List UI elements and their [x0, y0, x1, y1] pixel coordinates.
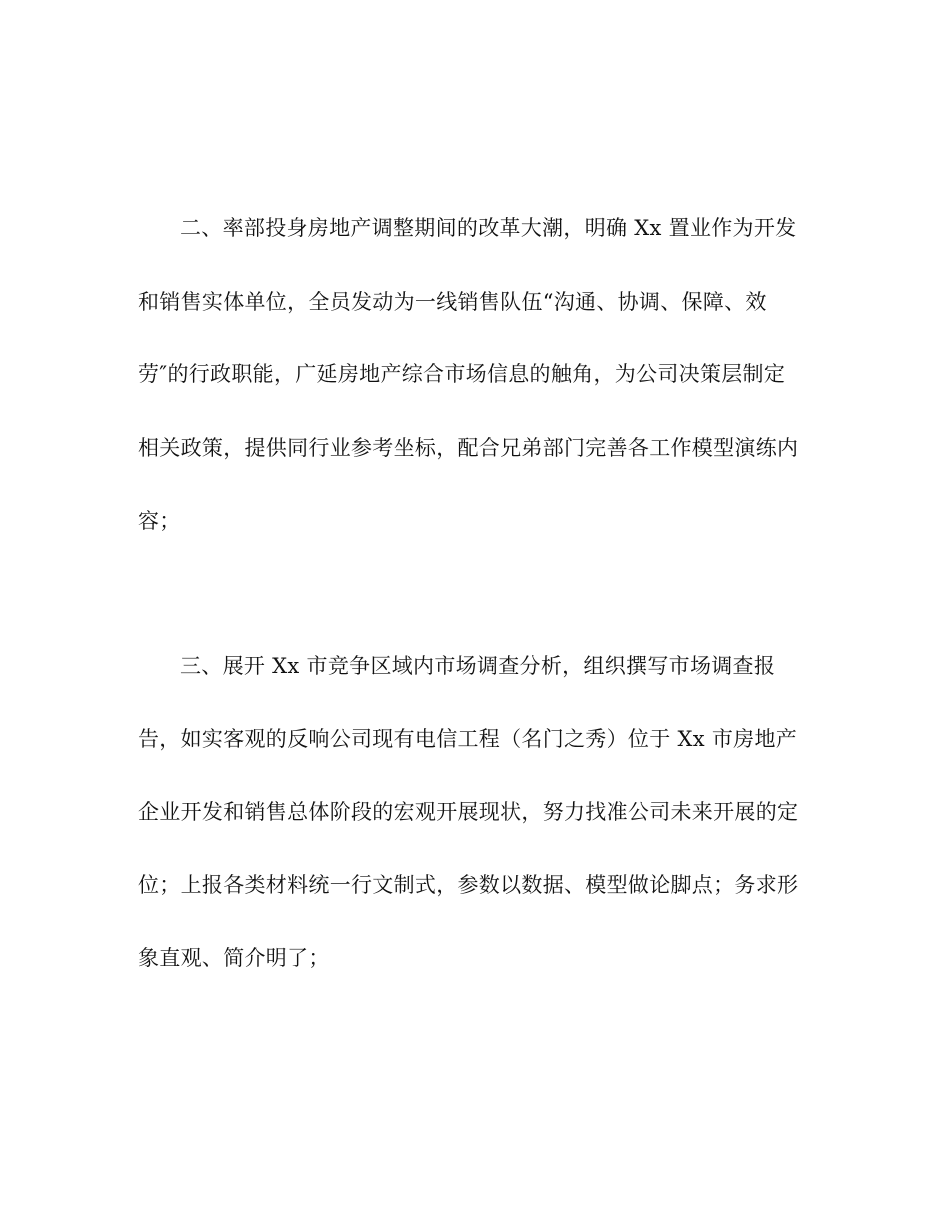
paragraph-line: 容； [138, 509, 181, 533]
paragraph-line: 相关政策，提供同行业参考坐标，配合兄弟部门完善各工作模型演练内 [138, 436, 799, 460]
paragraph-line: 象直观、简介明了； [138, 946, 330, 970]
paragraph-line: 二、率部投身房地产调整期间的改革大潮，明确 Xx 置业作为开发 [180, 216, 797, 240]
paragraph-line: 位；上报各类材料统一行文制式，参数以数据、模型做论脚点；务求形 [138, 873, 799, 897]
paragraph-line: 告，如实客观的反响公司现有电信工程（名门之秀）位于 Xx 市房地产 [138, 727, 798, 751]
paragraph-line: 劳″的行政职能，广延房地产综合市场信息的触角，为公司决策层制定 [138, 362, 786, 386]
paragraph-line: 和销售实体单位，全员发动为一线销售队伍“沟通、协调、保障、效 [138, 290, 767, 314]
paragraph-line: 企业开发和销售总体阶段的宏观开展现状，努力找准公司未来开展的定 [138, 800, 799, 824]
paragraph-line: 三、展开 Xx 市竞争区域内市场调查分析，组织撰写市场调查报 [180, 654, 776, 678]
